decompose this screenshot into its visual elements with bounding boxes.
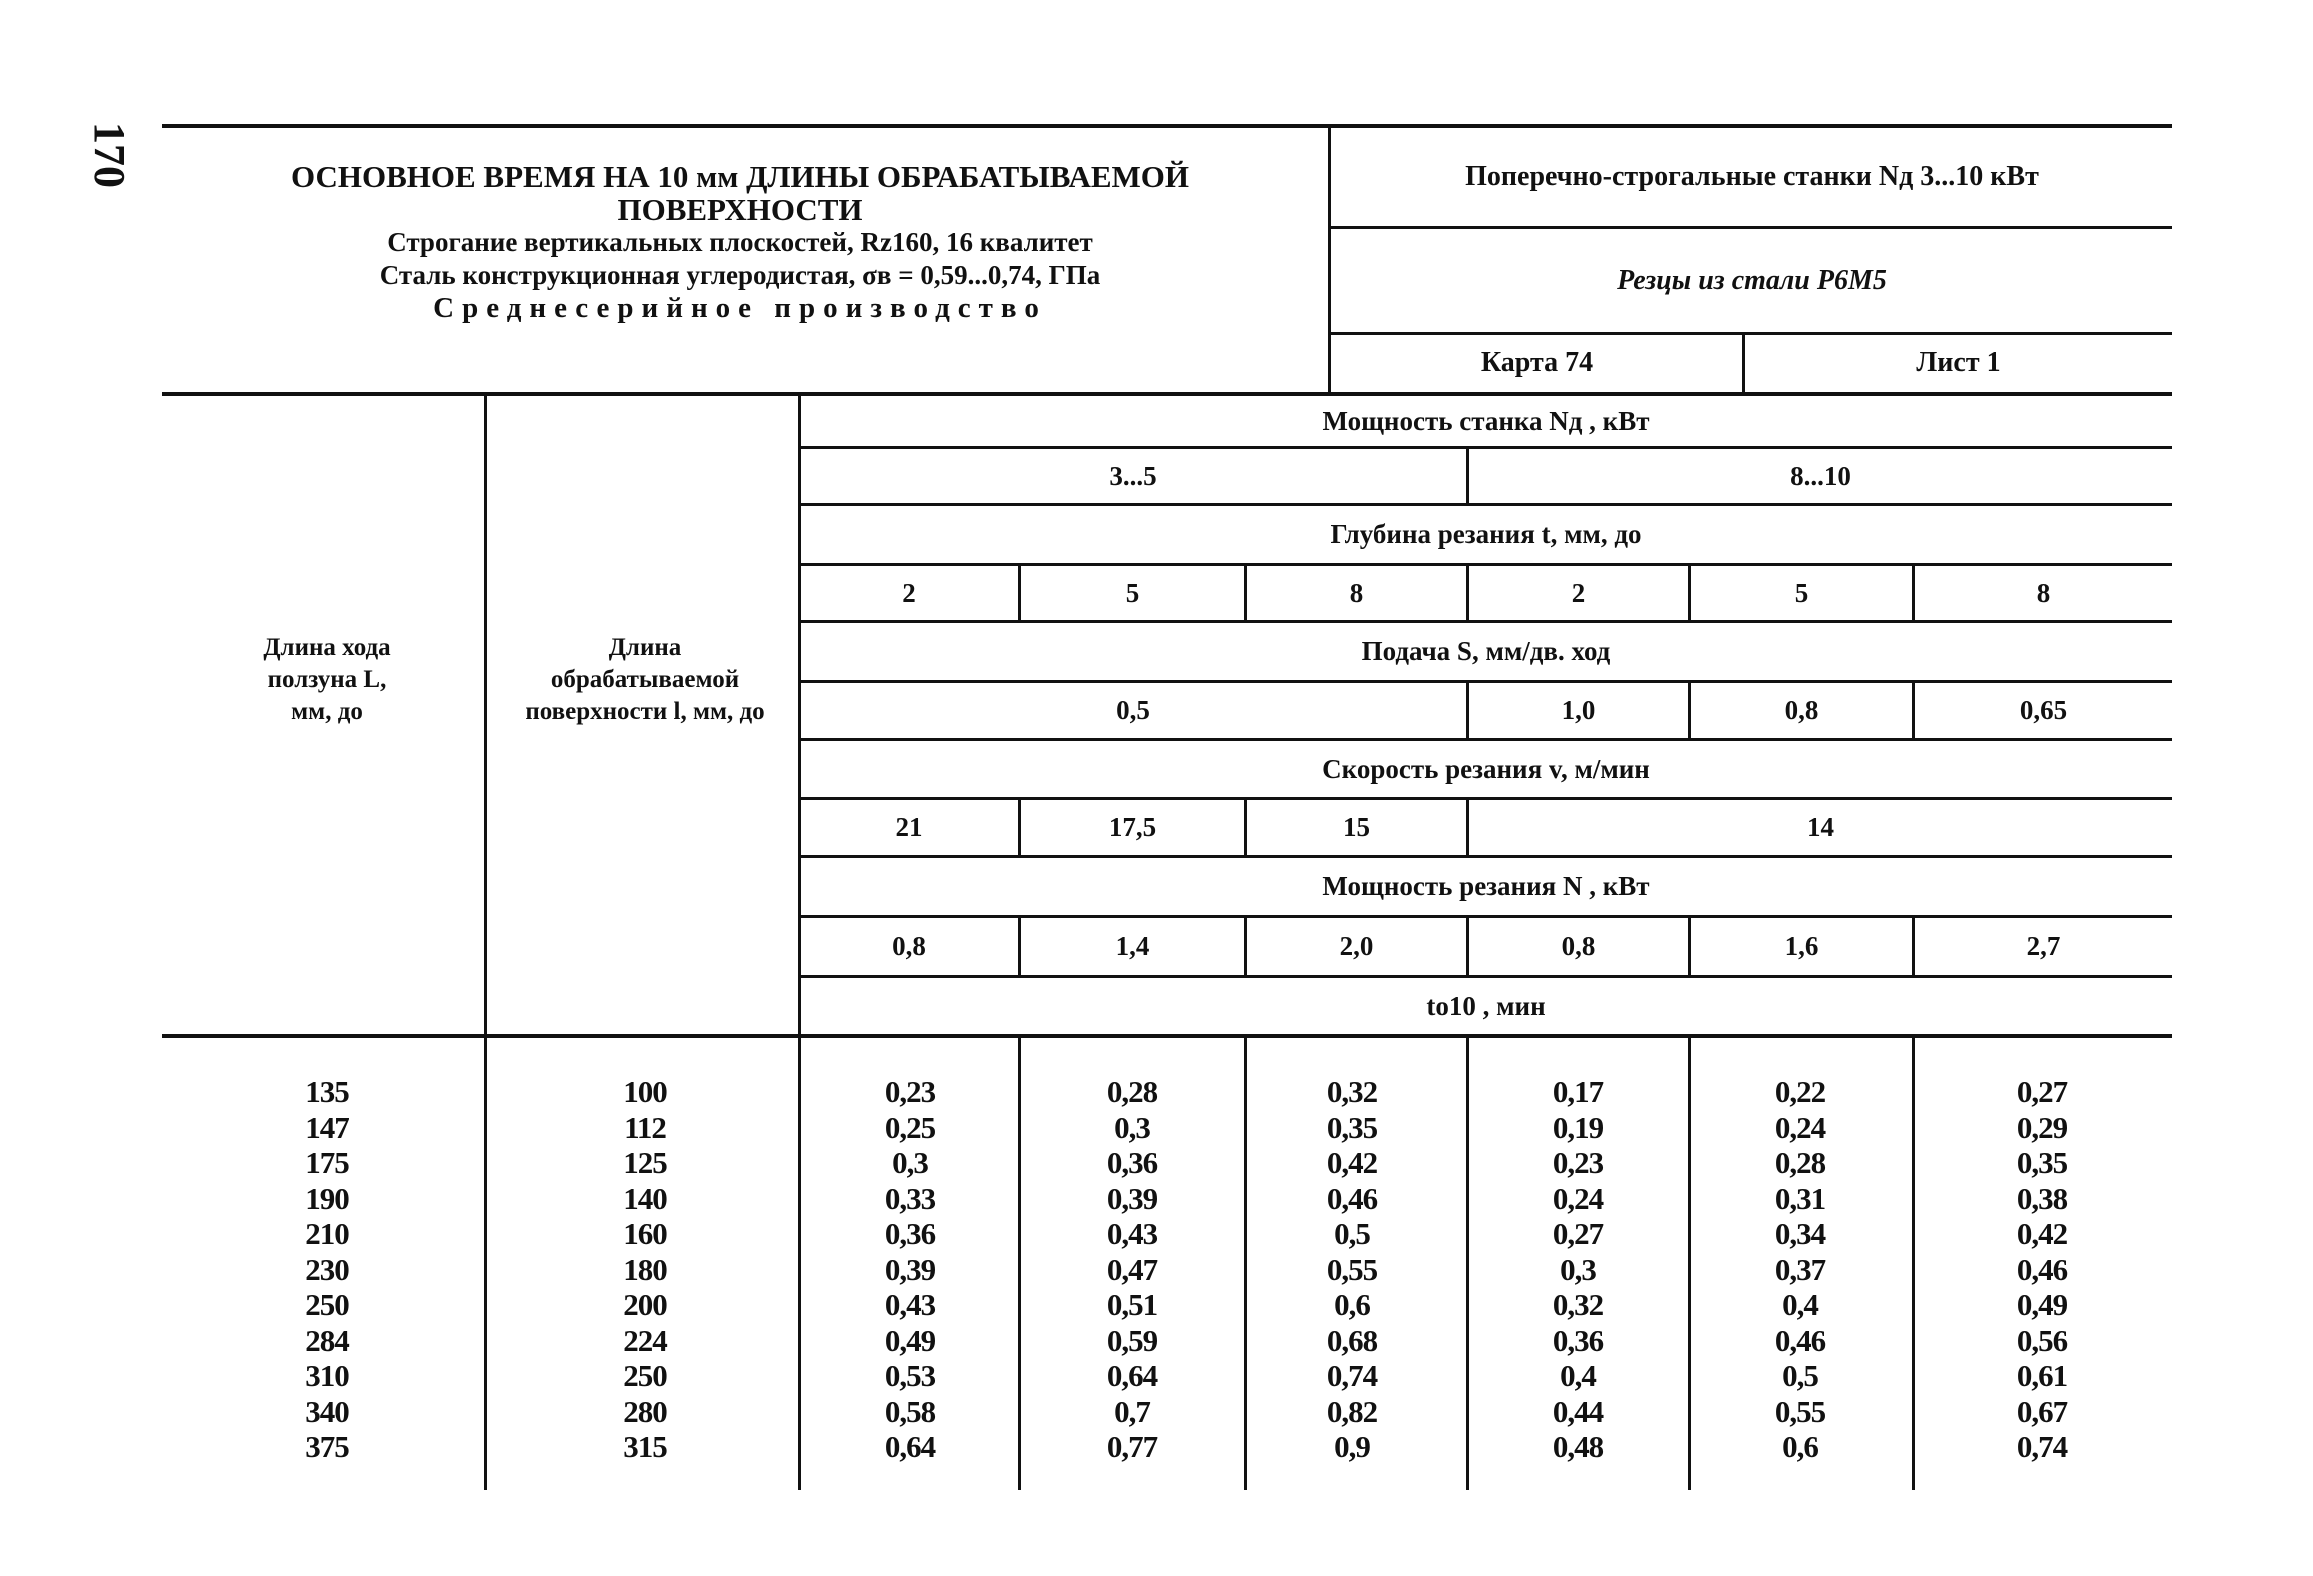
cut-power-3: 2,0 [1339, 931, 1374, 961]
title-line-3: Строгание вертикальных плоскостей, Rz160, 16 квалитет [387, 227, 1093, 257]
title-line-4: Сталь конструкционная углеродистая, σв = 0,59...0,74, ГПа [379, 260, 1101, 290]
col-time-2-cell: 0,64 [1106, 1358, 1158, 1393]
power-machine-label: Мощность станка Nд , кВт [1322, 405, 1650, 436]
col-surface-length [580, 1074, 710, 1465]
vbody-4 [1688, 1036, 1691, 1490]
col-surface-length-cell: 112 [624, 1109, 666, 1145]
header-body-rule [162, 1034, 2172, 1038]
col-stroke-length-cell: 210 [305, 1216, 349, 1251]
col-time-2-cell: 0,47 [1106, 1251, 1158, 1287]
col-stroke-length-cell: 340 [305, 1393, 349, 1429]
col-time-5-cell: 0,34 [1774, 1216, 1826, 1251]
col-surface-length-cell: 200 [623, 1287, 667, 1322]
col-time-4-cell: 0,3 [1560, 1251, 1596, 1287]
power-group-1: 3...5 [1109, 460, 1157, 491]
col-time-1-cell: 0,36 [884, 1216, 936, 1251]
feed-3: 0,8 [1784, 695, 1819, 725]
col-stroke-length-cell: 230 [305, 1251, 349, 1287]
col-time-5-cell: 0,5 [1782, 1358, 1818, 1393]
speed-4: 14 [1807, 812, 1834, 842]
col-time-3-cell: 0,42 [1326, 1145, 1378, 1180]
col-surface-length-cell: 280 [623, 1393, 667, 1429]
col-time-4-cell: 0,4 [1560, 1358, 1596, 1393]
power-group-2: 8...10 [1790, 460, 1851, 491]
col-time-4-cell: 0,48 [1552, 1429, 1604, 1464]
col-time-2-cell: 0,51 [1106, 1287, 1158, 1322]
title-line-5: Среднесерийное производство [433, 292, 1047, 324]
time-label: tо10 , мин [1426, 990, 1546, 1021]
feed-4: 0,65 [2019, 695, 2068, 725]
col-time-1-cell: 0,53 [884, 1358, 936, 1393]
cut-power-4: 0,8 [1561, 931, 1596, 961]
col-time-3-cell: 0,32 [1326, 1074, 1378, 1109]
col-time-2 [1062, 1074, 1202, 1465]
col-surface-length-header: Длина обрабатываемой поверхности l, мм, до [525, 634, 765, 725]
col-time-4-cell: 0,19 [1552, 1109, 1604, 1145]
col-time-1-cell: 0,58 [884, 1393, 936, 1429]
col-time-6-cell: 0,74 [2016, 1429, 2068, 1464]
col-time-6-cell: 0,61 [2016, 1358, 2068, 1393]
col-time-1 [840, 1074, 980, 1465]
col-surface-length-cell: 100 [623, 1074, 667, 1109]
card-number: Карта 74 [1480, 346, 1594, 378]
col-time-2-cell: 0,59 [1106, 1322, 1158, 1358]
col-stroke-length-cell: 375 [305, 1429, 349, 1464]
header-divider [1328, 124, 1331, 392]
col-stroke-length-cell: 284 [305, 1322, 349, 1358]
depth-2: 5 [1125, 577, 1140, 608]
col-time-6-cell: 0,42 [2016, 1216, 2068, 1251]
col-stroke-length-cell: 310 [305, 1358, 349, 1393]
feed-1: 0,5 [1116, 695, 1150, 725]
col-stroke-length [252, 1074, 402, 1465]
col-time-3-cell: 0,46 [1326, 1180, 1378, 1216]
col-time-2-cell: 0,28 [1106, 1074, 1158, 1109]
col-time-4-cell: 0,44 [1552, 1393, 1604, 1429]
col-time-1-cell: 0,23 [884, 1074, 936, 1109]
col-time-6-cell: 0,29 [2016, 1109, 2068, 1145]
col-time-1-cell: 0,64 [884, 1429, 936, 1464]
col-time-6-cell: 0,27 [2016, 1074, 2068, 1109]
col-surface-length-cell: 315 [623, 1429, 667, 1464]
col-stroke-length-cell: 250 [305, 1287, 349, 1322]
col-time-3-cell: 0,68 [1326, 1322, 1378, 1358]
col-time-4-cell: 0,36 [1552, 1322, 1604, 1358]
col-time-2-cell: 0,36 [1106, 1145, 1158, 1180]
col-time-3-cell: 0,6 [1334, 1287, 1370, 1322]
col-time-2-cell: 0,7 [1114, 1393, 1150, 1429]
col-time-5-cell: 0,55 [1774, 1393, 1826, 1429]
col-time-4-cell: 0,24 [1552, 1180, 1604, 1216]
col-time-5-cell: 0,37 [1774, 1251, 1826, 1287]
depth-5: 5 [1794, 577, 1809, 608]
vbody-5 [1912, 1036, 1915, 1490]
col-time-5-cell: 0,6 [1782, 1429, 1818, 1464]
col-time-5-cell: 0,24 [1774, 1109, 1826, 1145]
cut-power-5: 1,6 [1784, 931, 1819, 961]
col-time-6-cell: 0,46 [2016, 1251, 2068, 1287]
col-time-4 [1508, 1074, 1648, 1465]
col-surface-length-cell: 180 [623, 1251, 667, 1287]
col-stroke-length-header: Длина хода ползуна L, мм, до [263, 634, 391, 725]
machine-type: Поперечно-строгальные станки Nд 3...10 кВт [1465, 161, 2039, 192]
col-time-5-cell: 0,28 [1774, 1145, 1826, 1180]
col-time-1-cell: 0,49 [884, 1322, 936, 1358]
col-time-3-cell: 0,74 [1326, 1358, 1378, 1393]
col-time-2-cell: 0,3 [1114, 1109, 1150, 1145]
col-time-6-cell: 0,49 [2016, 1287, 2068, 1322]
col-time-2-cell: 0,43 [1106, 1216, 1158, 1251]
speed-2: 17,5 [1108, 812, 1157, 842]
col-time-2-cell: 0,39 [1106, 1180, 1158, 1216]
vline-1 [484, 394, 487, 1490]
col-time-3-cell: 0,9 [1334, 1429, 1370, 1464]
col-time-4-cell: 0,17 [1552, 1074, 1604, 1109]
cut-power-1: 0,8 [892, 931, 926, 961]
col-time-3-cell: 0,35 [1326, 1109, 1378, 1145]
col-time-6-cell: 0,67 [2016, 1393, 2068, 1429]
tool-material: Резцы из стали Р6М5 [1617, 264, 1887, 296]
depth-label: Глубина резания t, мм, до [1330, 519, 1642, 549]
col-time-1-cell: 0,33 [884, 1180, 936, 1216]
col-time-2-cell: 0,77 [1106, 1429, 1158, 1464]
col-time-6 [1972, 1074, 2112, 1465]
speed-3: 15 [1343, 812, 1370, 842]
vbody-2 [1244, 1036, 1247, 1490]
cut-power-6: 2,7 [2026, 931, 2061, 961]
col-time-3-cell: 0,5 [1334, 1216, 1370, 1251]
col-time-5-cell: 0,4 [1782, 1287, 1818, 1322]
vbody-1 [1018, 1036, 1021, 1490]
col-time-5-cell: 0,31 [1774, 1180, 1826, 1216]
speed-label: Скорость резания v, м/мин [1322, 753, 1650, 784]
col-time-1-cell: 0,39 [884, 1251, 936, 1287]
cut-power-label: Мощность резания N , кВт [1322, 871, 1650, 901]
col-time-1-cell: 0,43 [884, 1287, 936, 1322]
col-time-5-cell: 0,22 [1774, 1074, 1826, 1109]
col-time-5-cell: 0,46 [1774, 1322, 1826, 1358]
depth-1: 2 [902, 577, 916, 608]
col-surface-length-cell: 250 [623, 1358, 667, 1393]
col-surface-length-cell: 224 [623, 1322, 667, 1358]
col-stroke-length-cell: 190 [305, 1180, 349, 1216]
col-stroke-length-cell: 135 [305, 1074, 349, 1109]
col-surface-length-cell: 125 [623, 1145, 667, 1180]
depth-3: 8 [1349, 577, 1364, 608]
col-surface-length-cell: 160 [623, 1216, 667, 1251]
feed-label: Подача S, мм/дв. ход [1361, 636, 1611, 666]
col-time-4-cell: 0,23 [1552, 1145, 1604, 1180]
col-time-1-cell: 0,25 [884, 1109, 936, 1145]
vbody-3 [1466, 1036, 1469, 1490]
col-time-3-cell: 0,55 [1326, 1251, 1378, 1287]
sheet-number: Лист 1 [1916, 346, 2001, 378]
feed-2: 1,0 [1561, 695, 1596, 725]
title-line-2: ПОВЕРХНОСТИ [617, 192, 863, 227]
col-surface-length-cell: 140 [623, 1180, 667, 1216]
page-number: 170 [85, 122, 135, 188]
col-time-4-cell: 0,32 [1552, 1287, 1604, 1322]
cut-power-2: 1,4 [1115, 931, 1150, 961]
depth-6: 8 [2036, 577, 2051, 608]
title-block [165, 160, 1315, 325]
col-time-3 [1282, 1074, 1422, 1465]
col-time-3-cell: 0,82 [1326, 1393, 1378, 1429]
col-time-6-cell: 0,35 [2016, 1145, 2068, 1180]
col-time-5 [1730, 1074, 1870, 1465]
col-time-1-cell: 0,3 [892, 1145, 928, 1180]
col-time-6-cell: 0,56 [2016, 1322, 2068, 1358]
depth-4: 2 [1571, 577, 1586, 608]
col-time-6-cell: 0,38 [2016, 1180, 2068, 1216]
col-stroke-length-cell: 175 [305, 1145, 349, 1180]
speed-1: 21 [895, 812, 923, 842]
title-line-1: ОСНОВНОЕ ВРЕМЯ НА 10 мм ДЛИНЫ ОБРАБАТЫВАЕМОЙ [290, 159, 1190, 194]
col-stroke-length-cell: 147 [305, 1109, 349, 1145]
col-time-4-cell: 0,27 [1552, 1216, 1604, 1251]
